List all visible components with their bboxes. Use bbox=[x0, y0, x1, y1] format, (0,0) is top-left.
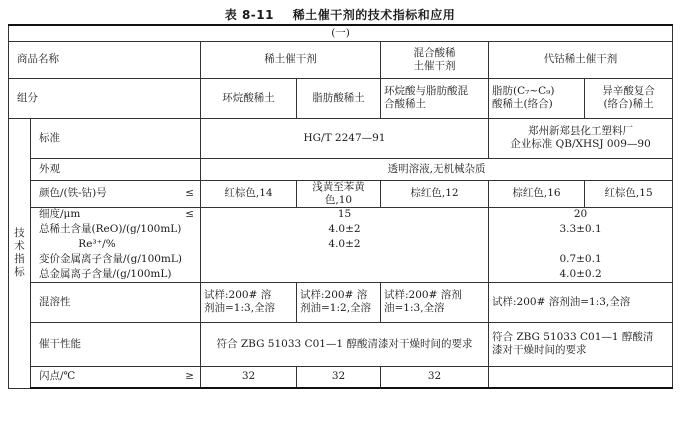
component-1: 环烷酸稀土 bbox=[201, 78, 297, 118]
flash-v-empty bbox=[489, 366, 673, 388]
group-mixed-line2: 土催干剂 bbox=[413, 59, 456, 72]
table-number: 表 8-11 bbox=[224, 8, 274, 22]
fineness-row bbox=[9, 207, 673, 222]
appearance-label: 外观 bbox=[31, 158, 201, 180]
flash-label: 闪点/℃ bbox=[31, 366, 179, 388]
color-v4: 棕红色,16 bbox=[489, 180, 585, 207]
spec-table bbox=[8, 24, 673, 389]
flash-op: ≥ bbox=[179, 366, 201, 388]
miscibility-label: 混溶性 bbox=[31, 282, 201, 322]
component-4-line1: 脂肪(C₇~C₉) bbox=[492, 85, 555, 97]
flash-row bbox=[9, 366, 673, 388]
drying-label: 催干性能 bbox=[31, 322, 201, 366]
component-3 bbox=[381, 78, 489, 118]
fineness-label: 细度/μm bbox=[31, 207, 179, 222]
color-v5: 红棕色,15 bbox=[585, 180, 673, 207]
product-name-label: 商品名称 bbox=[9, 41, 201, 78]
component-5-line2: (络合)稀土 bbox=[603, 98, 654, 110]
color-v1: 红棕色,14 bbox=[201, 180, 297, 207]
component-5 bbox=[585, 78, 673, 118]
color-v3: 棕红色,12 bbox=[381, 180, 489, 207]
component-row bbox=[9, 78, 673, 118]
drying-v-b: 符合 ZBG 51033 C01—1 醇酸清 漆对干燥时间的要求 bbox=[489, 322, 673, 366]
total-re-row bbox=[9, 222, 673, 237]
color-row bbox=[9, 180, 673, 207]
flash-v3: 32 bbox=[381, 366, 489, 388]
re3-row bbox=[9, 237, 673, 252]
appearance-row bbox=[9, 158, 673, 180]
total-metal-v-b: 4.0±0.2 bbox=[489, 267, 673, 282]
drying-v-a: 符合 ZBG 51033 C01—1 醇酸清漆对干燥时间的要求 bbox=[201, 322, 489, 366]
standard-row bbox=[9, 118, 673, 158]
total-re-v-a: 4.0±2 bbox=[201, 222, 489, 237]
component-label: 组分 bbox=[9, 78, 201, 118]
flash-v1: 32 bbox=[201, 366, 297, 388]
group-mixed bbox=[381, 41, 489, 78]
fineness-v-b: 20 bbox=[489, 207, 673, 222]
total-re-label: 总稀土含量(ReO)/(g/100mL) bbox=[31, 222, 201, 237]
table-caption bbox=[0, 6, 680, 23]
header-row bbox=[9, 41, 673, 78]
component-3-line1: 环烷酸与脂肪酸混 bbox=[384, 85, 468, 97]
drying-row bbox=[9, 322, 673, 366]
standard-main: HG/T 2247—91 bbox=[201, 118, 489, 158]
standard-alt-line1: 郑州新郑县化工塑料厂 bbox=[528, 125, 634, 137]
total-metal-v-a bbox=[201, 267, 489, 282]
standard-alt bbox=[489, 118, 673, 158]
total-re-v-b: 3.3±0.1 bbox=[489, 222, 673, 237]
section-row bbox=[9, 25, 673, 41]
group-rare-earth: 稀土催干剂 bbox=[201, 41, 381, 78]
variable-metal-v-b: 0.7±0.1 bbox=[489, 252, 673, 267]
component-5-line1: 异辛酸复合 bbox=[602, 85, 655, 97]
standard-alt-line2: 企业标准 QB/XHSJ 009—90 bbox=[510, 138, 651, 150]
color-label: 颜色/(铁-钴)号 bbox=[31, 180, 179, 207]
re3-label: Re³⁺/% bbox=[31, 237, 201, 252]
color-v2: 浅黄至苯黄色,10 bbox=[297, 180, 381, 207]
component-2: 脂肪酸稀土 bbox=[297, 78, 381, 118]
table-title: 稀土催干剂的技术指标和应用 bbox=[292, 8, 456, 22]
variable-metal-row bbox=[9, 252, 673, 267]
tech-spec-label: 技 术 指 标 bbox=[9, 118, 31, 388]
miscibility-row bbox=[9, 282, 673, 322]
group-cobalt-sub: 代钴稀土催干剂 bbox=[489, 41, 673, 78]
fineness-op: ≤ bbox=[179, 207, 201, 222]
appearance-value: 透明溶液,无机械杂质 bbox=[201, 158, 673, 180]
component-4-line2: 酸稀土(络合) bbox=[492, 98, 553, 110]
re3-v-a: 4.0±2 bbox=[201, 237, 489, 252]
group-mixed-line1: 混合酸稀 bbox=[413, 46, 456, 59]
component-3-line2: 合酸稀土 bbox=[384, 98, 426, 110]
color-op: ≤ bbox=[179, 180, 201, 207]
fineness-v-a: 15 bbox=[201, 207, 489, 222]
miscibility-v1: 试样:200# 溶 剂油=1:3,全溶 bbox=[201, 282, 297, 322]
total-metal-label: 总金属离子含量/(g/100mL) bbox=[31, 267, 201, 282]
total-metal-row bbox=[9, 267, 673, 282]
variable-metal-v-a bbox=[201, 252, 489, 267]
miscibility-v4: 试样:200# 溶剂油=1:3,全溶 bbox=[489, 282, 673, 322]
standard-label: 标准 bbox=[31, 118, 201, 158]
section-label: (一) bbox=[9, 25, 673, 41]
component-4 bbox=[489, 78, 585, 118]
miscibility-v2: 试样:200# 溶 剂油=1:2,全溶 bbox=[297, 282, 381, 322]
variable-metal-label: 变价金属离子含量/(g/100mL) bbox=[31, 252, 201, 267]
re3-v-b bbox=[489, 237, 673, 252]
flash-v2: 32 bbox=[297, 366, 381, 388]
miscibility-v3: 试样:200# 溶剂 油=1:3,全溶 bbox=[381, 282, 489, 322]
